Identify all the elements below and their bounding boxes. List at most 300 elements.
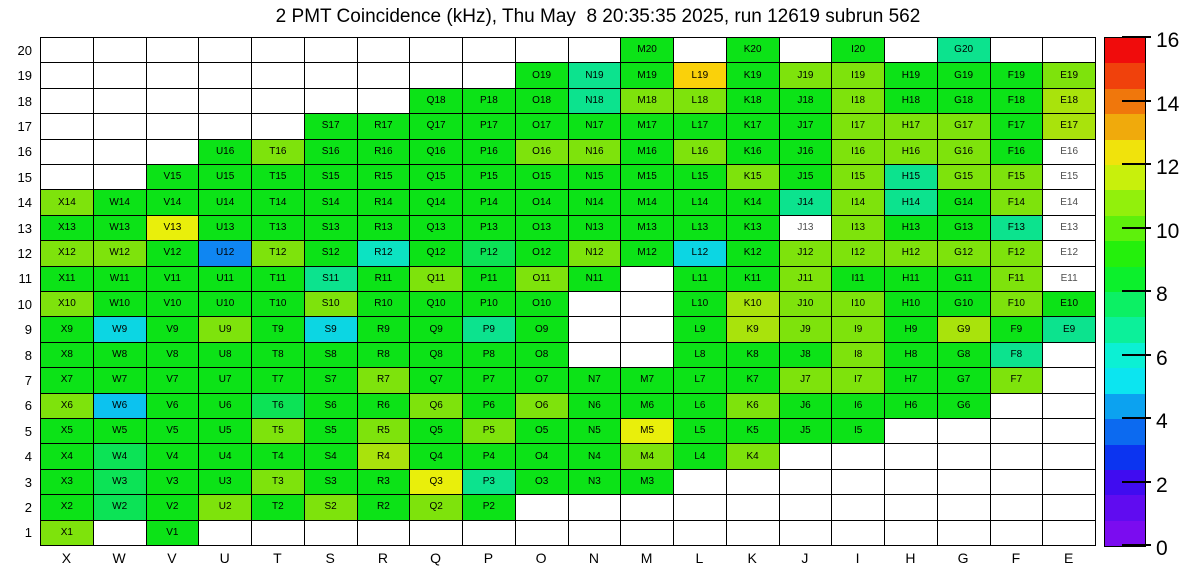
heatmap-cell [252, 165, 305, 190]
heatmap-cell [621, 317, 674, 342]
cell-label: L8 [694, 348, 706, 360]
cell-label: S12 [321, 247, 340, 259]
cell-label: E13 [1060, 221, 1079, 233]
x-axis-tick-label: V [167, 550, 177, 566]
cell-label: X6 [60, 399, 73, 411]
heatmap-cell [991, 470, 1044, 495]
y-axis-tick-label: 19 [17, 68, 32, 84]
cell-label: G11 [954, 272, 973, 284]
heatmap-cell [832, 419, 885, 444]
y-axis-tick-label: 11 [18, 271, 32, 287]
y-axis-tick-label: 5 [24, 423, 32, 439]
heatmap-cell [358, 394, 411, 419]
cell-label: L18 [691, 94, 709, 106]
cell-label: X8 [60, 348, 73, 360]
heatmap-cell [885, 63, 938, 88]
cell-label: N16 [585, 145, 604, 157]
colorbar-band [1105, 38, 1145, 63]
heatmap-cell [147, 190, 200, 215]
cell-label: G6 [956, 399, 971, 411]
heatmap-cell [410, 114, 463, 139]
heatmap-cell [780, 495, 833, 520]
cell-label: F18 [1007, 94, 1025, 106]
heatmap-cell [674, 140, 727, 165]
heatmap-cell [832, 114, 885, 139]
cell-label: W11 [109, 272, 130, 284]
cell-label: E10 [1060, 298, 1079, 310]
cell-label: J15 [797, 171, 814, 183]
colorbar-tick [1122, 290, 1151, 292]
cell-label: H6 [904, 399, 918, 411]
heatmap-cell [621, 89, 674, 114]
heatmap-cell [569, 140, 622, 165]
heatmap-cell [1043, 495, 1096, 520]
heatmap-cell [885, 317, 938, 342]
heatmap-cell [516, 140, 569, 165]
heatmap-cell [832, 63, 885, 88]
heatmap-cell [147, 521, 200, 546]
heatmap-cell [94, 165, 147, 190]
heatmap-cell [41, 317, 94, 342]
heatmap-cell [94, 317, 147, 342]
cell-label: P8 [482, 348, 495, 360]
heatmap-cell [252, 368, 305, 393]
cell-label: R9 [376, 323, 390, 335]
colorbar-band [1105, 89, 1145, 114]
heatmap-cell [780, 317, 833, 342]
cell-label: W9 [112, 323, 128, 335]
cell-label: L5 [694, 425, 706, 437]
heatmap-cell [621, 495, 674, 520]
heatmap-cell [358, 317, 411, 342]
cell-label: H8 [904, 348, 918, 360]
heatmap-cell [305, 165, 358, 190]
colorbar-tick-label: 10 [1156, 219, 1180, 243]
heatmap-cell [991, 114, 1044, 139]
heatmap-cell [463, 368, 516, 393]
cell-label: M18 [637, 94, 657, 106]
cell-label: T4 [272, 450, 284, 462]
cell-label: S8 [324, 348, 337, 360]
cell-label: J17 [797, 120, 814, 132]
heatmap-cell [885, 368, 938, 393]
cell-label: U10 [215, 298, 235, 310]
cell-label: J13 [797, 221, 814, 233]
cell-label: H10 [901, 298, 921, 310]
heatmap-cell [569, 495, 622, 520]
heatmap-cell [463, 343, 516, 368]
cell-label: O12 [532, 247, 552, 259]
heatmap-cell [832, 216, 885, 241]
cell-label: R17 [374, 120, 393, 132]
cell-label: N15 [585, 171, 604, 183]
heatmap-cell [938, 343, 991, 368]
cell-label: G19 [954, 69, 974, 81]
cell-label: P14 [479, 196, 498, 208]
cell-label: S15 [321, 171, 340, 183]
heatmap-cell [199, 394, 252, 419]
cell-label: F10 [1007, 298, 1025, 310]
colorbar-band [1105, 140, 1145, 165]
cell-label: E19 [1060, 69, 1079, 81]
heatmap-cell [252, 89, 305, 114]
heatmap-cell [1043, 267, 1096, 292]
heatmap-cell [358, 165, 411, 190]
cell-label: V5 [166, 425, 179, 437]
cell-label: M13 [637, 221, 657, 233]
cell-label: O10 [532, 298, 552, 310]
heatmap-cell [410, 190, 463, 215]
heatmap-cell [832, 241, 885, 266]
cell-label: L17 [691, 120, 709, 132]
cell-label: I13 [851, 221, 866, 233]
heatmap-cell [199, 140, 252, 165]
heatmap-cell [885, 114, 938, 139]
heatmap-cell [780, 521, 833, 546]
cell-label: G13 [954, 221, 974, 233]
heatmap-cell [1043, 470, 1096, 495]
heatmap-cell [991, 165, 1044, 190]
heatmap-cell [991, 444, 1044, 469]
cell-label: K12 [743, 247, 762, 259]
colorbar-tick [1122, 481, 1151, 483]
heatmap-cell [305, 470, 358, 495]
x-axis-tick-label: S [325, 550, 335, 566]
y-axis-tick-label: 15 [17, 169, 32, 185]
heatmap-cell [199, 165, 252, 190]
heatmap-cell [410, 63, 463, 88]
cell-label: R13 [374, 221, 393, 233]
cell-label: K8 [746, 348, 759, 360]
cell-label: H15 [901, 171, 921, 183]
heatmap-cell [94, 343, 147, 368]
cell-label: P17 [479, 120, 498, 132]
cell-label: I12 [851, 247, 866, 259]
cell-label: I18 [851, 94, 866, 106]
colorbar-band [1105, 241, 1145, 266]
heatmap-cell [358, 470, 411, 495]
heatmap-cell [674, 190, 727, 215]
cell-label: X2 [60, 501, 73, 513]
heatmap-cell [147, 292, 200, 317]
cell-label: T15 [269, 171, 287, 183]
heatmap-cell [674, 241, 727, 266]
heatmap-cell [991, 394, 1044, 419]
heatmap-cell [147, 368, 200, 393]
heatmap-cell [621, 165, 674, 190]
heatmap-cell [516, 317, 569, 342]
heatmap-cell [885, 394, 938, 419]
heatmap-cell [621, 190, 674, 215]
heatmap-cell [674, 292, 727, 317]
cell-label: X10 [57, 298, 76, 310]
cell-label: J14 [797, 196, 814, 208]
heatmap-cell [463, 241, 516, 266]
heatmap-cell [938, 495, 991, 520]
heatmap-cell [463, 165, 516, 190]
x-axis-tick-label: R [377, 550, 388, 566]
cell-label: O8 [534, 348, 549, 360]
cell-label: O9 [534, 323, 549, 335]
heatmap-cell [41, 63, 94, 88]
heatmap-cell [463, 444, 516, 469]
cell-label: O14 [532, 196, 552, 208]
heatmap-cell [94, 89, 147, 114]
cell-label: Q11 [427, 272, 446, 284]
x-axis-tick-label: X [61, 550, 72, 566]
cell-label: U6 [218, 399, 232, 411]
cell-label: M12 [637, 247, 657, 259]
cell-label: J5 [800, 425, 811, 437]
heatmap-cell [252, 267, 305, 292]
x-axis-tick-label: W [112, 550, 126, 566]
cell-label: H11 [902, 272, 920, 284]
heatmap-cell [621, 216, 674, 241]
cell-label: R2 [376, 501, 390, 513]
colorbar-tick-label: 0 [1156, 537, 1168, 560]
heatmap-cell [252, 190, 305, 215]
colorbar-tick [1122, 417, 1151, 419]
cell-label: V10 [163, 298, 182, 310]
heatmap-cell [780, 267, 833, 292]
heatmap-cell [991, 241, 1044, 266]
cell-label: E18 [1060, 94, 1079, 106]
cell-label: P9 [482, 323, 495, 335]
cell-label: U14 [215, 196, 235, 208]
heatmap-cell [305, 267, 358, 292]
heatmap-cell [252, 343, 305, 368]
colorbar-band [1105, 165, 1145, 190]
heatmap-cell [621, 140, 674, 165]
cell-label: R4 [376, 450, 390, 462]
colorbar-band [1105, 216, 1145, 241]
cell-label: M17 [637, 120, 657, 132]
heatmap-cell [305, 521, 358, 546]
cell-label: G15 [954, 171, 974, 183]
heatmap-cell [358, 241, 411, 266]
heatmap-cell [1043, 89, 1096, 114]
heatmap-cell [727, 495, 780, 520]
cell-label: I10 [851, 298, 866, 310]
heatmap-cell [727, 419, 780, 444]
cell-label: U11 [216, 272, 234, 284]
cell-label: S5 [324, 425, 337, 437]
heatmap-cell [569, 114, 622, 139]
cell-label: J7 [800, 374, 811, 386]
cell-label: W3 [112, 475, 128, 487]
heatmap-cell [463, 521, 516, 546]
heatmap-cell [569, 241, 622, 266]
heatmap-cell [1043, 444, 1096, 469]
heatmap-cell [516, 444, 569, 469]
heatmap-cell [516, 190, 569, 215]
heatmap-cell [1043, 190, 1096, 215]
heatmap-cell [410, 241, 463, 266]
heatmap-cell [147, 495, 200, 520]
cell-label: F8 [1010, 348, 1023, 360]
heatmap-cell [199, 470, 252, 495]
cell-label: F11 [1008, 272, 1025, 284]
heatmap-cell [516, 216, 569, 241]
y-axis-tick-label: 6 [24, 398, 32, 414]
colorbar-band [1105, 292, 1145, 317]
heatmap-cell [832, 140, 885, 165]
heatmap-cell [991, 495, 1044, 520]
cell-label: Q5 [429, 425, 443, 437]
heatmap-cell [727, 114, 780, 139]
cell-label: N19 [585, 69, 604, 81]
heatmap-cell [305, 394, 358, 419]
heatmap-cell [832, 521, 885, 546]
heatmap-cell [727, 63, 780, 88]
cell-label: W12 [109, 247, 130, 259]
cell-label: X4 [60, 450, 73, 462]
heatmap-cell [252, 394, 305, 419]
colorbar-tick-label: 8 [1156, 283, 1168, 306]
heatmap-cell [1043, 38, 1096, 63]
cell-label: N7 [587, 374, 601, 386]
cell-label: P4 [482, 450, 495, 462]
heatmap-cell [727, 165, 780, 190]
heatmap-cell [199, 521, 252, 546]
cell-label: Q16 [426, 145, 446, 157]
heatmap-cell [199, 444, 252, 469]
heatmap-cell [463, 114, 516, 139]
heatmap-cell [410, 495, 463, 520]
cell-label: Q12 [426, 247, 446, 259]
heatmap-cell [41, 292, 94, 317]
cell-label: F19 [1007, 69, 1025, 81]
heatmap-cell [410, 292, 463, 317]
colorbar-band [1105, 114, 1145, 139]
heatmap-cell [252, 317, 305, 342]
cell-label: F17 [1007, 120, 1025, 132]
cell-label: K13 [743, 221, 762, 233]
cell-label: N4 [587, 450, 601, 462]
heatmap-cell [516, 241, 569, 266]
heatmap-cell [516, 89, 569, 114]
cell-label: G18 [954, 94, 974, 106]
heatmap-cell [938, 470, 991, 495]
cell-label: U5 [218, 425, 232, 437]
heatmap-cell [569, 521, 622, 546]
heatmap-cell [569, 368, 622, 393]
heatmap-cell [1043, 241, 1096, 266]
heatmap-cell [305, 368, 358, 393]
cell-label: Q7 [429, 374, 443, 386]
heatmap-cell [463, 190, 516, 215]
colorbar [1104, 37, 1146, 547]
cell-label: X14 [57, 196, 76, 208]
heatmap-cell [780, 38, 833, 63]
heatmap-cell [463, 495, 516, 520]
cell-label: S9 [324, 323, 337, 335]
heatmap-cell [569, 292, 622, 317]
cell-label: O7 [534, 374, 549, 386]
cell-label: V15 [163, 171, 182, 183]
cell-label: H14 [901, 196, 921, 208]
heatmap-cell [1043, 216, 1096, 241]
cell-label: I11 [851, 272, 865, 284]
x-axis-tick-label: G [957, 550, 969, 566]
cell-label: T9 [272, 323, 284, 335]
cell-label: T13 [269, 221, 287, 233]
x-axis-tick-label: J [801, 550, 809, 566]
heatmap-cell [938, 317, 991, 342]
heatmap-cell [41, 89, 94, 114]
cell-label: P13 [479, 221, 498, 233]
cell-label: R3 [376, 475, 390, 487]
cell-label: X9 [60, 323, 73, 335]
heatmap-cell [938, 38, 991, 63]
heatmap-cell [94, 470, 147, 495]
heatmap-cell [41, 140, 94, 165]
heatmap-cell [516, 419, 569, 444]
cell-label: R7 [376, 374, 390, 386]
cell-label: V9 [166, 323, 179, 335]
heatmap-cell [569, 470, 622, 495]
heatmap-cell [305, 317, 358, 342]
heatmap-cell [516, 63, 569, 88]
heatmap-cell [674, 419, 727, 444]
heatmap-cell [621, 241, 674, 266]
heatmap-cell [832, 190, 885, 215]
cell-label: L12 [691, 247, 709, 259]
heatmap-cell [991, 368, 1044, 393]
heatmap-cell [621, 63, 674, 88]
y-axis-tick-label: 10 [17, 296, 32, 312]
cell-label: S6 [324, 399, 337, 411]
heatmap-cell [832, 317, 885, 342]
heatmap-cell [780, 190, 833, 215]
y-axis-tick-label: 4 [24, 449, 32, 465]
cell-label: O16 [532, 145, 552, 157]
heatmap-cell [621, 394, 674, 419]
heatmap-cell [569, 38, 622, 63]
heatmap-cell [621, 419, 674, 444]
cell-label: U9 [218, 323, 232, 335]
heatmap-cell [780, 140, 833, 165]
x-axis-tick-label: E [1063, 550, 1074, 566]
cell-label: R5 [376, 425, 390, 437]
cell-label: K6 [746, 399, 759, 411]
heatmap-cell [147, 419, 200, 444]
cell-label: V14 [163, 196, 182, 208]
heatmap-cell [516, 38, 569, 63]
cell-label: K4 [746, 450, 759, 462]
cell-label: K16 [743, 145, 762, 157]
heatmap-cell [94, 190, 147, 215]
heatmap-cell [727, 521, 780, 546]
colorbar-band [1105, 495, 1145, 520]
heatmap-cell [410, 38, 463, 63]
heatmap-cell [938, 89, 991, 114]
heatmap-cell [199, 114, 252, 139]
cell-label: P10 [479, 298, 498, 310]
heatmap-cell [674, 38, 727, 63]
heatmap-cell [410, 368, 463, 393]
y-axis-tick-label: 18 [17, 93, 32, 109]
cell-label: X13 [57, 221, 76, 233]
cell-label: E14 [1060, 196, 1079, 208]
heatmap-cell [94, 267, 147, 292]
heatmap-cell [463, 470, 516, 495]
heatmap-grid [40, 37, 1096, 546]
heatmap-cell [674, 470, 727, 495]
cell-label: R10 [374, 298, 393, 310]
heatmap-cell [410, 394, 463, 419]
heatmap-cell [463, 216, 516, 241]
